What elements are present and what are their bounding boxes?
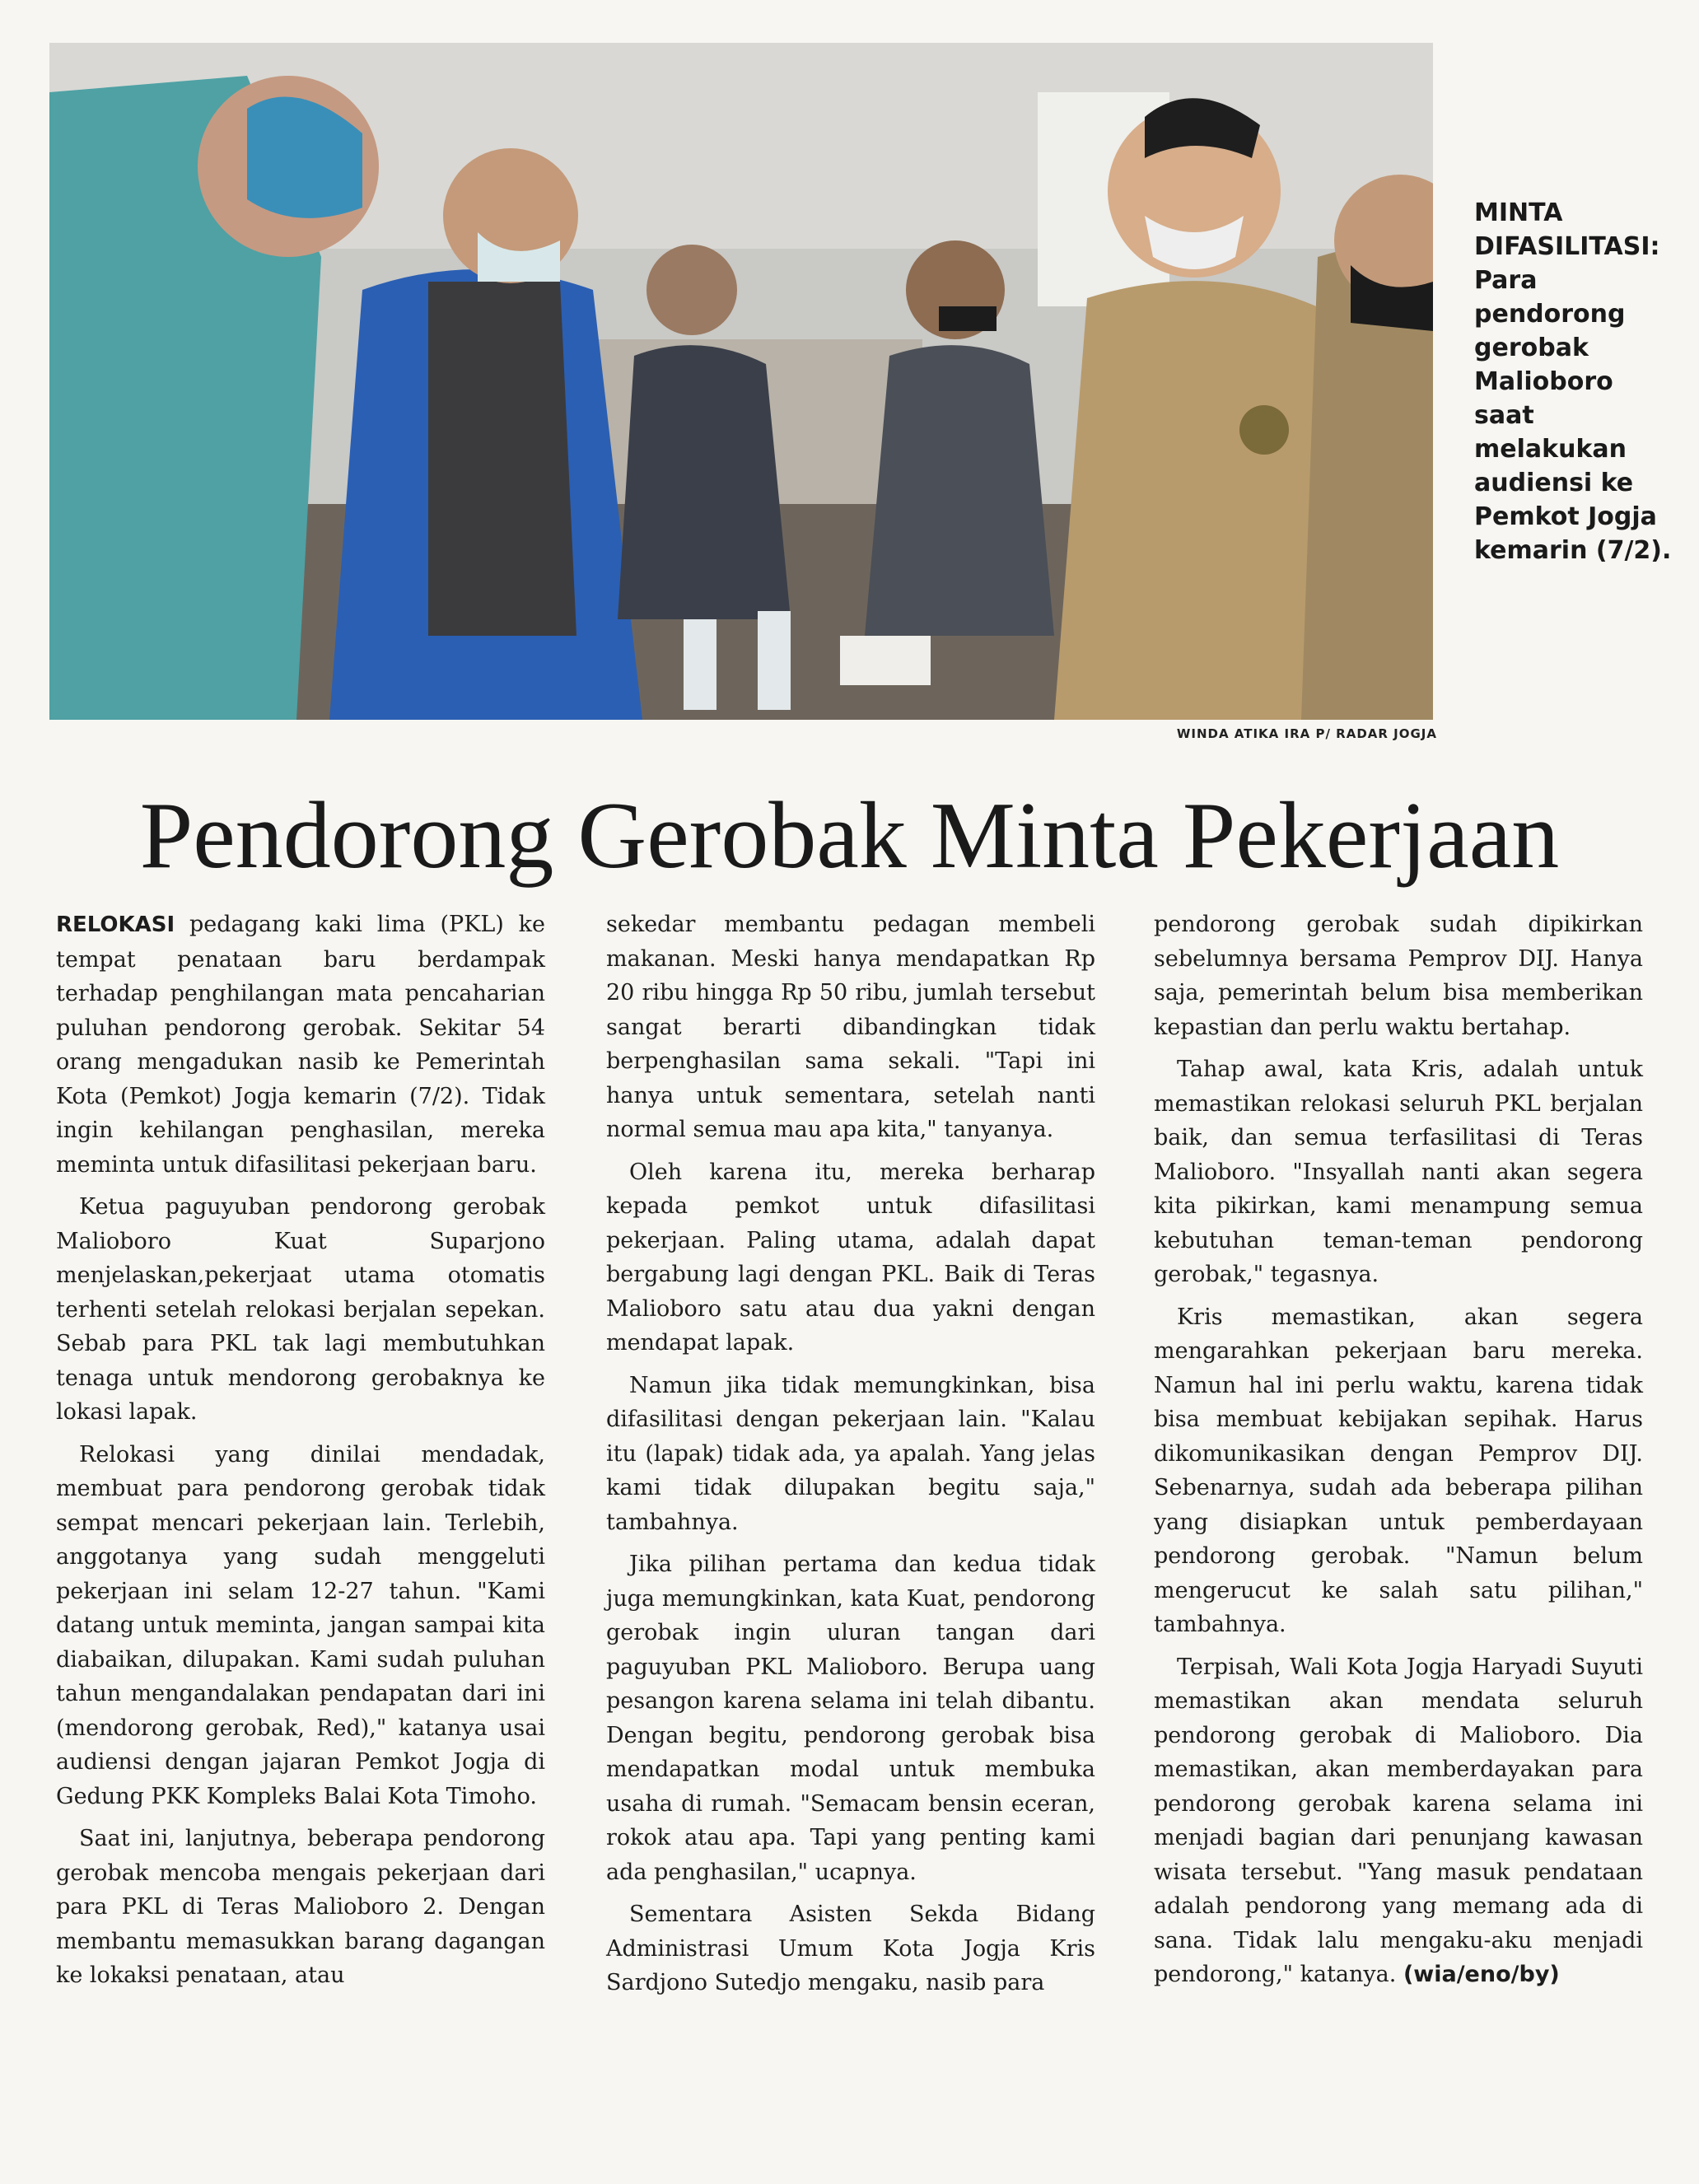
headline: Pendorong Gerobak Minta Pekerjaan [139,783,1560,889]
article-column-1 [56,908,545,2001]
article-column-3 [1154,908,1643,2000]
news-photo [49,43,1433,720]
paragraph: Saat ini, lanjutnya, beberapa pendorong gerobak mencoba mengais pekerjaan dari para PKL di Teras Malioboro 2. Dengan membantu memasukkan barang dagangan ke lokaksi penataan, atau [56,1826,545,1988]
paragraph: Namun jika tidak memungkinkan, bisa difasilitasi dengan pekerjaan lain. "Kalau itu (lapak) tidak ada, ya apalah. Yang jelas kami tidak dilupakan begitu saja," tambahnya. [606,1372,1095,1535]
paragraph: Relokasi yang dinilai mendadak, membuat para pendorong gerobak tidak sempat mencari pekerjaan lain. Terlebih, anggotanya yang sudah menggeluti pekerjaan ini selam 12-27 tahun. "Kami datang untuk meminta, jangan sampai kita diabaikan, dilupakan. Kami sudah puluhan tahun mengandalakan pendapatan dari ini (mendorong gerobak, Red)," katanya usai audiensi dengan jajaran Pemkot Jogja di Gedung PKK Kompleks Balai Kota Timoho. [56,1441,545,1809]
caption-text: Para pendorong gerobak Malioboro saat melakukan audiensi ke Pemkot Jogja kemarin (7/2). [1474,266,1672,565]
paragraph: Ketua paguyuban pendorong gerobak Malioboro Kuat Suparjono menjelaskan,pekerjaat utama otomatis terhenti setelah relokasi berjalan sepekan. Sebab para PKL tak lagi membutuhkan tenaga untuk mendorong gerobaknya ke lokasi lapak. [56,1194,545,1425]
paragraph: Oleh karena itu, mereka berharap kepada pemkot untuk difasilitasi pekerjaan. Paling utama, adalah dapat bergabung lagi dengan PKL. Baik di Teras Malioboro satu atau dua yakni dengan mendapat lapak. [606,1159,1095,1356]
paragraph: sekedar membantu pedagan membeli makanan. Meski hanya mendapatkan Rp 20 ribu hingga Rp 50 ribu, jumlah tersebut sangat berarti dibandingkan tidak berpenghasilan sama sekali. "Tapi ini hanya untuk sementara, setelah nanti normal semua mau apa kita," tanyanya. [606,912,1095,1142]
paragraph: Tahap awal, kata Kris, adalah untuk memastikan relokasi seluruh PKL berjalan baik, dan semua terfasilitasi di Teras Malioboro. "Insyallah nanti akan segera kita pikirkan, kami menampung semua kebutuhan teman-teman pendorong gerobak," tegasnya. [1154,1057,1643,1287]
photo-credit: WINDA ATIKA IRA P/ RADAR JOGJA [1176,726,1437,741]
paragraph: Sementara Asisten Sekda Bidang Administrasi Umum Kota Jogja Kris Sardjono Sutedjo mengaku, nasib para [606,1902,1095,1995]
caption-head: MINTA DIFASILITASI: [1474,198,1660,261]
author-signature: (wia/eno/by) [1403,1962,1560,1987]
paragraph: pendorong gerobak sudah dipikirkan sebelumnya bersama Pemprov DIJ. Hanya saja, pemerintah belum bisa memberikan kepastian dan perlu waktu bertahap. [1154,912,1643,1040]
paragraph: RELOKASI pedagang kaki lima (PKL) ke tempat penataan baru berdampak terhadap penghilangan mata pencaharian puluhan pendorong gerobak. Sekitar 54 orang mengadukan nasib ke Pemerintah Kota (Pemkot) Jogja kemarin (7/2). Tidak ingin kehilangan penghasilan, mereka meminta untuk difasilitasi pekerjaan baru. [56,912,545,1178]
lead-word: RELOKASI [56,912,175,937]
photo-caption [1474,196,1672,567]
paragraph: Kris memastikan, akan segera mengarahkan pekerjaan baru mereka. Namun hal ini perlu waktu, karena tidak bisa membuat kebijakan sepihak. Harus dikomunikasikan dengan Pemprov DIJ. Sebenarnya, sudah ada beberapa pilihan yang disiapkan untuk pemberdayaan pendorong gerobak. "Namun belum mengerucut ke salah satu pilihan," tambahnya. [1154,1304,1643,1637]
paragraph: Jika pilihan pertama dan kedua tidak juga memungkinkan, kata Kuat, pendorong gerobak ingin uluran tangan dari paguyuban PKL Malioboro. Berupa uang pesangon karena selama ini telah dibantu. Dengan begitu, pendorong gerobak bisa mendapatkan modal untuk membuka usaha di rumah. "Semacam bensin eceran, rokok atau apa. Tapi yang penting kami ada penghasilan," ucapnya. [606,1552,1095,1885]
photo-illustration [49,43,1433,720]
paragraph: Terpisah, Wali Kota Jogja Haryadi Suyuti memastikan akan mendata seluruh pendorong gerobak di Malioboro. Dia memastikan, akan memberdayakan para pendorong gerobak karena selama ini menjadi bagian dari penunjang kawasan wisata tersebut. "Yang masuk pendataan adalah pendorong yang memang ada di sana. Tidak lalu mengaku-aku menjadi pendorong," katanya. (wia/eno/by) [1154,1654,1643,1987]
article-column-2 [606,908,1095,2009]
